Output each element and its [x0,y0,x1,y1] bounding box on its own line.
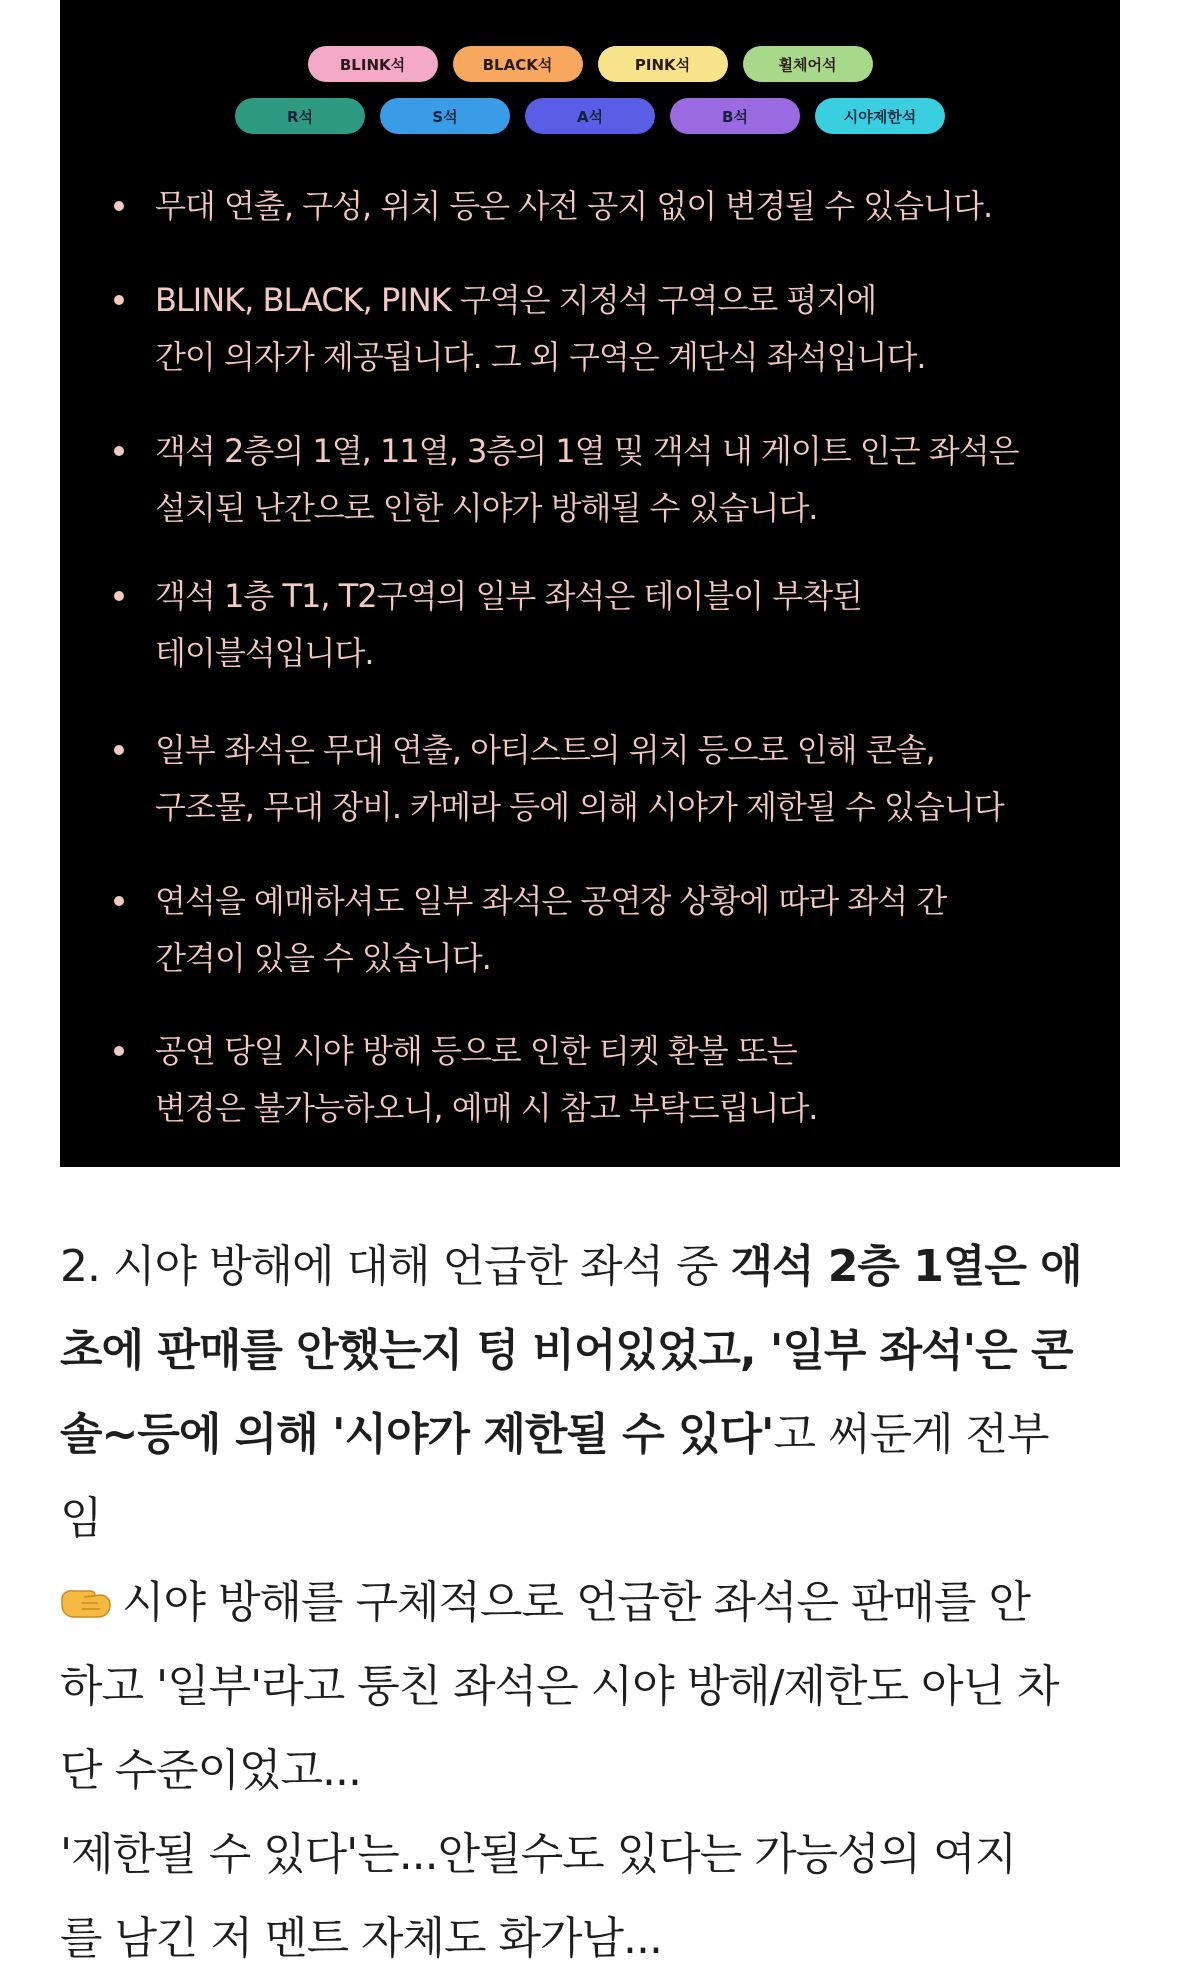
notice-line: 공연 당일 시야 방해 등으로 인한 티켓 환불 또는 [155,1032,797,1070]
post-line [60,1813,1016,1897]
post-text-span: 시야 방해를 구체적으로 언급한 좌석은 판매를 안 [122,1577,1030,1628]
notice-line: 연석을 예매하셔도 일부 좌석은 공연장 상황에 따라 좌석 간 [155,882,947,920]
bullet-icon [114,1046,124,1056]
notice-line: 설치된 난간으로 인한 시야가 방해될 수 있습니다. [155,489,818,527]
bullet-icon [114,745,124,755]
post-text-bold: 초에 판매를 안했는지 텅 비어있었고, '일부 좌석'은 콘 [60,1325,1073,1376]
post-line [60,1645,1059,1729]
bullet-icon [114,446,124,456]
notice-line: 객석 2층의 1열, 11열, 3층의 1열 및 객석 내 게이트 인근 좌석은 [155,432,1019,470]
post-text-bold: 객석 2층 1열은 애 [730,1241,1082,1292]
left-facing-fist-icon [60,1565,112,1605]
notice-line: 무대 연출, 구성, 위치 등은 사전 공지 없이 변경될 수 있습니다. [155,187,993,225]
post-line [60,1897,662,1981]
post-text-span: 고 써둔게 전부 [773,1409,1049,1460]
notice-line: 구조물, 무대 장비. 카메라 등에 의해 시야가 제한될 수 있습니다 [155,788,1004,826]
legend-a-seat: A석 [525,98,655,134]
bullet-icon [114,896,124,906]
notice-line: 변경은 불가능하오니, 예매 시 참고 부탁드립니다. [155,1089,818,1127]
bullet-icon [114,201,124,211]
post-line [60,1309,1072,1393]
legend-pink-seat: PINK석 [598,46,728,82]
bullet-icon [114,295,124,305]
post-text-bold: 솔~등에 의해 '시야가 제한될 수 있다' [60,1409,774,1460]
post-line [60,1477,102,1561]
notice-line: 간격이 있을 수 있습니다. [155,939,491,977]
post-text-span: 를 남긴 저 멘트 자체도 화가남... [60,1913,662,1964]
legend-restricted-view-seat: 시야제한석 [815,98,945,134]
post-line [60,1561,1030,1645]
seating-notice-image [60,0,1120,1167]
legend-wheelchair-seat: 휠체어석 [743,46,873,82]
post-text-span: 임 [60,1493,102,1544]
post-text-span: '제한될 수 있다'는...안될수도 있다는 가능성의 여지 [60,1829,1017,1880]
legend-black-seat: BLACK석 [453,46,583,82]
post-text-span: 하고 '일부'라고 퉁친 좌석은 시야 방해/제한도 아닌 차 [60,1661,1059,1712]
legend-r-seat: R석 [235,98,365,134]
legend-s-seat: S석 [380,98,510,134]
legend-b-seat: B석 [670,98,800,134]
notice-line: 객석 1층 T1, T2구역의 일부 좌석은 테이블이 부착된 [155,577,862,615]
post-text-span: 단 수준이었고... [60,1745,361,1796]
post-line [60,1729,361,1813]
notice-line: 일부 좌석은 무대 연출, 아티스트의 위치 등으로 인해 콘솔, [155,731,935,769]
notice-line: 테이블석입니다. [155,634,374,672]
post-text-span: 2. 시야 방해에 대해 언급한 좌석 중 [60,1241,731,1292]
notice-line: BLINK, BLACK, PINK 구역은 지정석 구역으로 평지에 [155,281,877,319]
post-line [60,1393,1048,1477]
notice-list [60,0,1120,1167]
post-line [60,1225,1082,1309]
legend-blink-seat: BLINK석 [308,46,438,82]
notice-line: 간이 의자가 제공됩니다. 그 외 구역은 계단식 좌석입니다. [155,338,926,376]
bullet-icon [114,591,124,601]
